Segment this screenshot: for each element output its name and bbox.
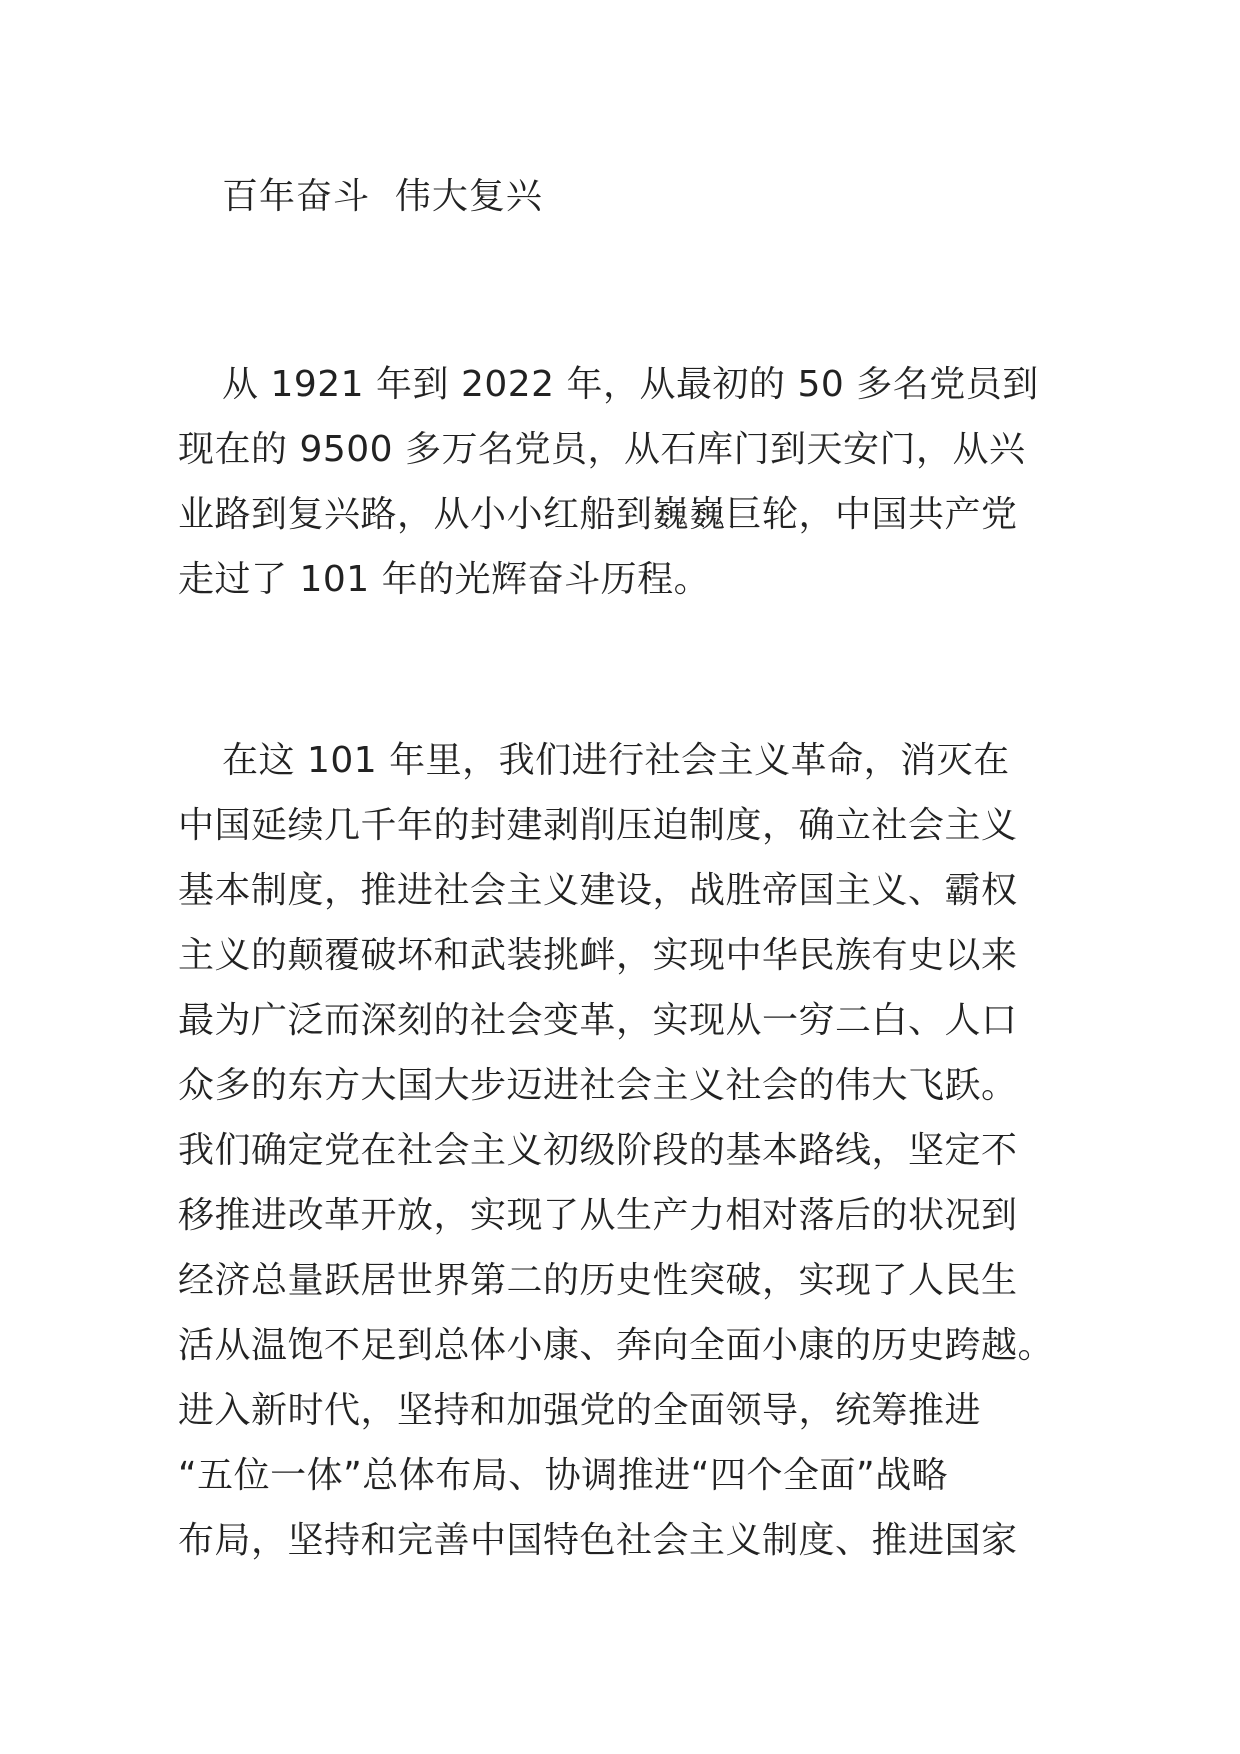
paragraph-2-line: 我们确定党在社会主义初级阶段的基本路线，坚定不 (178, 1130, 1018, 1171)
paragraph-2-line: “五位一体”总体布局、协调推进“四个全面”战略 (178, 1455, 949, 1496)
paragraph-1-line: 走过了 101 年的光辉奋斗历程。 (178, 559, 711, 600)
paragraph-2-line: 布局，坚持和完善中国特色社会主义制度、推进国家 (178, 1520, 1018, 1561)
paragraph-2-line: 进入新时代，坚持和加强党的全面领导，统筹推进 (178, 1390, 982, 1431)
paragraph-2-line: 活从温饱不足到总体小康、奔向全面小康的历史跨越。 (178, 1325, 1055, 1366)
document-title: 百年奋斗 伟大复兴 (222, 176, 543, 217)
paragraph-2-line: 中国延续几千年的封建剥削压迫制度，确立社会主义 (178, 805, 1018, 846)
paragraph-2-line: 最为广泛而深刻的社会变革，实现从一穷二白、人口 (178, 1000, 1018, 1041)
paragraph-2-line: 在这 101 年里，我们进行社会主义革命，消灭在 (222, 740, 1010, 781)
paragraph-2-line: 众多的东方大国大步迈进社会主义社会的伟大飞跃。 (178, 1065, 1018, 1106)
paragraph-1 (178, 352, 1058, 612)
paragraph-2-line: 基本制度，推进社会主义建设，战胜帝国主义、霸权 (178, 870, 1018, 911)
paragraph-2-line: 移推进改革开放，实现了从生产力相对落后的状况到 (178, 1195, 1018, 1236)
paragraph-2 (178, 728, 1058, 1573)
paragraph-2-line: 主义的颠覆破坏和武装挑衅，实现中华民族有史以来 (178, 935, 1018, 976)
paragraph-1-line: 现在的 9500 多万名党员，从石库门到天安门，从兴 (178, 429, 1026, 470)
paragraph-1-line: 从 1921 年到 2022 年，从最初的 50 多名党员到 (222, 364, 1039, 405)
paragraph-2-line: 经济总量跃居世界第二的历史性突破，实现了人民生 (178, 1260, 1018, 1301)
paragraph-1-line: 业路到复兴路，从小小红船到巍巍巨轮，中国共产党 (178, 494, 1018, 535)
